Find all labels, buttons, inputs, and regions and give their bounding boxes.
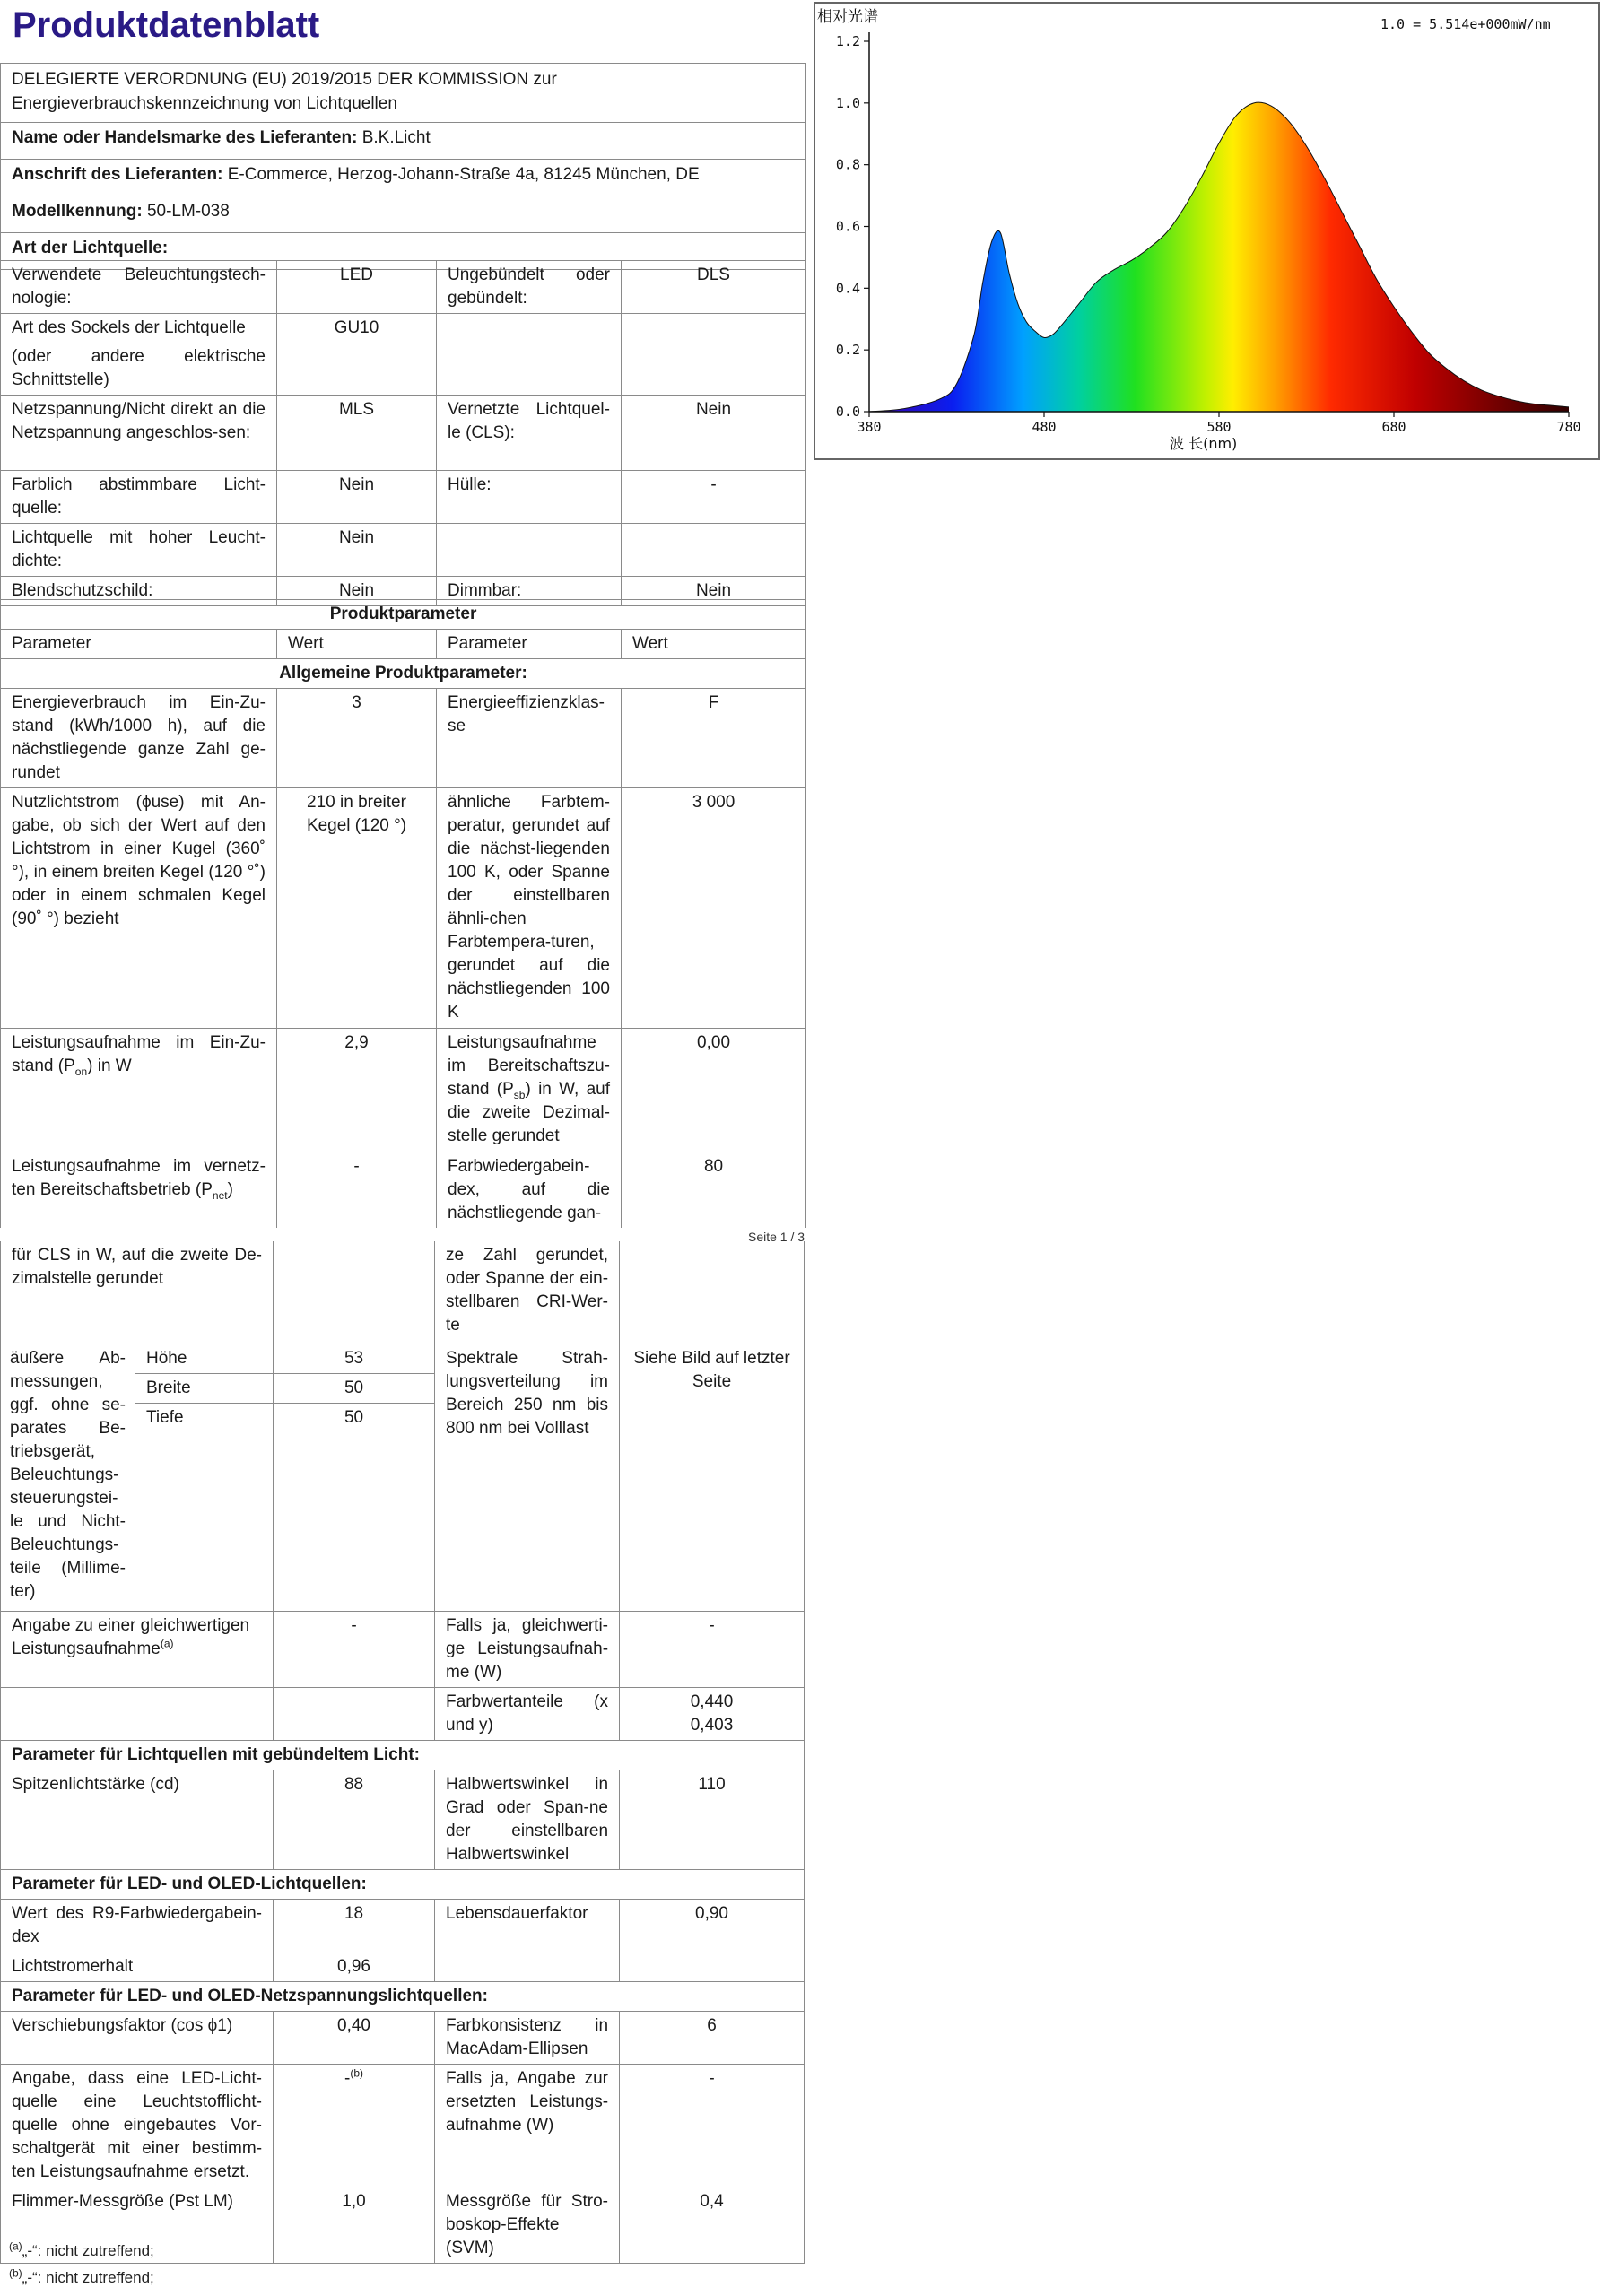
param-value <box>274 1687 435 1740</box>
param-value: 0,96 <box>274 1952 435 1981</box>
type-value: DLS <box>622 261 806 314</box>
params-heading: Produktparameter <box>1 600 806 630</box>
param-label: Verschiebungsfaktor (cos ϕ1) <box>1 2011 274 2064</box>
dim-key: Tiefe <box>135 1403 274 1611</box>
param-label <box>1 1611 274 1687</box>
type-label: Verwendete Beleuchtungstech-nologie: <box>1 261 277 314</box>
param-label: Farbkonsistenz in MacAdam-Ellipsen <box>435 2011 620 2064</box>
pnet-label-end: ) <box>227 1180 233 1199</box>
light-source-type-table <box>0 260 806 606</box>
y-tick-label: 1.0 <box>835 94 860 111</box>
param-label: Lichtstromerhalt <box>1 1952 274 1981</box>
type-label <box>437 524 622 577</box>
param-value: 1,0 <box>274 2187 435 2263</box>
spectrum-chart <box>814 2 1600 460</box>
param-label: ähnliche Farbtem-peratur, gerundet auf die nächst-liegenden 100 K, oder Spanne der einstellbaren ähnli-chen Farbtempera-turen, gerundet auf die nächstliegenden 100 K <box>437 788 622 1029</box>
col-param: Parameter <box>1 630 277 659</box>
model-label: Modellkennung: <box>12 202 143 221</box>
type-value: - <box>622 471 806 524</box>
xy-x: 0,440 <box>690 1692 734 1711</box>
footnote-a-text: „-“: nicht zutreffend; <box>22 2242 154 2259</box>
param-label: Angabe, dass eine LED-Licht-quelle eine Leuchtstofflicht-quelle ohne eingebautes Vor-schaltgerät mit einer bestimm-ten Leistungsaufnahme ersetzt. <box>1 2064 274 2187</box>
dim-value: 50 <box>274 1403 435 1611</box>
param-label: Flimmer-Messgröße (Pst LM) <box>1 2187 274 2263</box>
repl-sup: (b) <box>350 2066 364 2080</box>
param-value: - <box>277 1152 437 1229</box>
address-row <box>1 160 806 196</box>
pon-label-end: ) in W <box>87 1057 132 1075</box>
pon-label: Leistungsaufnahme im Ein-Zu-stand (P <box>12 1033 266 1075</box>
supplier-name-label: Name oder Handelsmarke des Lieferanten: <box>12 128 358 147</box>
type-value: LED <box>277 261 437 314</box>
header-table <box>0 63 806 270</box>
param-value: Siehe Bild auf letzter Seite <box>620 1344 805 1611</box>
supplier-name-row <box>1 123 806 160</box>
led-heading: Parameter für LED- und OLED-Lichtquellen: <box>1 1869 805 1899</box>
param-value <box>274 1241 435 1344</box>
type-label: Vernetzte Lichtquel-le (CLS): <box>437 396 622 471</box>
param-value: 0,40 <box>274 2011 435 2064</box>
type-label: Farblich abstimmbare Licht-quelle: <box>1 471 277 524</box>
param-label: Nutzlichtstrom (ϕuse) mit An-gabe, ob sich der Wert auf den Lichtstrom in einer Kugel (360˚ °), in einem breiten Kegel (120 °˚) oder in einem schmalen Kegel (90˚ °) bezieht <box>1 788 277 1029</box>
type-value: Nein <box>622 396 806 471</box>
col-value: Wert <box>622 630 806 659</box>
param-value: - <box>620 2064 805 2187</box>
pnet-label: Leistungsaufnahme im vernetz-ten Bereitschaftsbetrieb (P <box>12 1157 266 1199</box>
footnote-a-sup: (a) <box>9 2239 22 2253</box>
dim-key: Breite <box>135 1373 274 1403</box>
type-label: Blendschutzschild: <box>1 577 277 606</box>
x-axis-label: 波 长(nm) <box>1170 435 1238 452</box>
repl-value: - <box>344 2068 351 2088</box>
type-value: GU10 <box>277 314 437 396</box>
plot-area <box>836 32 1581 435</box>
param-label: Spektrale Strah-lungsverteilung im Bereich 250 nm bis 800 nm bei Volllast <box>435 1344 620 1611</box>
type-value <box>622 524 806 577</box>
psb-label-end: ) in W, auf die zweite Dezimal-stelle gerundet <box>448 1080 610 1145</box>
param-value: 88 <box>274 1770 435 1869</box>
chart-title: 相对光谱 <box>817 8 878 26</box>
dimensions-label: äußere Ab-messungen, ggf. ohne se-parates Be-triebsgerät, Beleuchtungs-steuerungstei-le und Nicht-Beleuchtungs-teile (Millime-ter) <box>1 1344 135 1611</box>
regulation-text: DELEGIERTE VERORDNUNG (EU) 2019/2015 DER KOMMISSION zur Energieverbrauchskennzeichnung von Lichtquellen <box>1 64 806 123</box>
type-value <box>622 314 806 396</box>
param-value <box>274 2064 435 2187</box>
param-value: 3 000 <box>622 788 806 1029</box>
socket-label: Art des Sockels der Lichtquelle <box>12 318 246 337</box>
param-label: Energieverbrauch im Ein-Zu-stand (kWh/1000 h), auf die nächstliegende ganze Zahl ge-rundet <box>1 689 277 788</box>
param-label: Farbwiedergabein-dex, auf die nächstliegende gan- <box>437 1152 622 1229</box>
parameters-table-continued <box>0 1241 805 2264</box>
x-tick-label: 580 <box>1206 419 1232 435</box>
general-heading: Allgemeine Produktparameter: <box>1 659 806 689</box>
y-tick-label: 0.6 <box>835 218 860 235</box>
dim-value: 53 <box>274 1344 435 1373</box>
param-value: - <box>620 1611 805 1687</box>
pon-sub: on <box>74 1065 88 1078</box>
param-value: 0,4 <box>620 2187 805 2263</box>
directional-heading: Parameter für Lichtquellen mit gebündeltem Licht: <box>1 1740 805 1770</box>
type-label: Ungebündelt oder gebündelt: <box>437 261 622 314</box>
x-tick-label: 480 <box>1032 419 1057 435</box>
type-label <box>1 314 277 396</box>
param-value: 2,9 <box>277 1029 437 1152</box>
param-label: Messgröße für Stro-boskop-Effekte (SVM) <box>435 2187 620 2263</box>
type-label: Lichtquelle mit hoher Leucht-dichte: <box>1 524 277 577</box>
type-value: Nein <box>277 524 437 577</box>
socket-label-extra: (oder andere elektrische Schnittstelle) <box>12 347 266 389</box>
mains-heading: Parameter für LED- und OLED-Netzspannungslichtquellen: <box>1 1981 805 2011</box>
param-value: 0,00 <box>622 1029 806 1152</box>
param-label <box>1 1029 277 1152</box>
spectrum-area <box>869 102 1569 412</box>
type-value: Nein <box>622 577 806 606</box>
param-label <box>1 1152 277 1229</box>
type-label: Dimmbar: <box>437 577 622 606</box>
y-tick-label: 0.4 <box>835 280 860 297</box>
type-label: Netzspannung/Nicht direkt an die Netzspannung angeschlos-sen: <box>1 396 277 471</box>
footnote-a <box>9 2239 154 2260</box>
page-title: Produktdatenblatt <box>13 5 320 45</box>
psb-label: Leistungsaufnahme im Bereitschaftszu-stand (P <box>448 1033 610 1099</box>
param-label: Lebensdauerfaktor <box>435 1899 620 1952</box>
x-tick-label: 780 <box>1556 419 1581 435</box>
type-label <box>437 314 622 396</box>
param-label: Halbwertswinkel in Grad oder Span-ne der einstellbaren Halbwertswinkel <box>435 1770 620 1869</box>
footnote-b-text: „-“: nicht zutreffend; <box>22 2269 154 2286</box>
dim-key: Höhe <box>135 1344 274 1373</box>
y-tick-label: 1.2 <box>835 33 860 49</box>
param-value: 0,90 <box>620 1899 805 1952</box>
dim-value: 50 <box>274 1373 435 1403</box>
col-value: Wert <box>277 630 437 659</box>
param-label <box>1 1687 274 1740</box>
param-value: 18 <box>274 1899 435 1952</box>
y-tick-label: 0.2 <box>835 342 860 359</box>
param-label: Energieeffizienzklas-se <box>437 689 622 788</box>
type-label: Hülle: <box>437 471 622 524</box>
param-label: Wert des R9-Farbwiedergabein-dex <box>1 1899 274 1952</box>
param-label: Falls ja, Angabe zur ersetzten Leistungs-aufnahme (W) <box>435 2064 620 2187</box>
param-value: 110 <box>620 1770 805 1869</box>
pnet-sub: net <box>212 1188 228 1202</box>
param-value: F <box>622 689 806 788</box>
param-value: 210 in breiter Kegel (120 °) <box>277 788 437 1029</box>
footnote-b <box>9 2266 154 2287</box>
type-value: Nein <box>277 471 437 524</box>
y-tick-label: 0.8 <box>835 156 860 173</box>
param-label <box>435 1952 620 1981</box>
xy-y: 0,403 <box>690 1715 734 1735</box>
param-value: 6 <box>620 2011 805 2064</box>
y-tick-label: 0.0 <box>835 404 860 420</box>
supplier-name: B.K.Licht <box>361 128 431 147</box>
type-value: Nein <box>277 577 437 606</box>
type-heading: Art der Lichtquelle: <box>1 233 806 270</box>
param-value <box>620 1241 805 1344</box>
model-row <box>1 196 806 233</box>
param-label <box>437 1029 622 1152</box>
psb-sub: sb <box>513 1088 526 1101</box>
param-value: 3 <box>277 689 437 788</box>
address-label: Anschrift des Lieferanten: <box>12 165 223 184</box>
eqp-sup: (a) <box>160 1637 174 1650</box>
param-label: Falls ja, gleichwerti-ge Leistungsaufnah-me (W) <box>435 1611 620 1687</box>
param-label: Spitzenlichtstärke (cd) <box>1 1770 274 1869</box>
eqp-label: Angabe zu einer gleichwertigen Leistungsaufnahme <box>12 1615 250 1658</box>
product-parameters-table <box>0 599 806 1228</box>
x-tick-label: 680 <box>1381 419 1406 435</box>
footnote-b-sup: (b) <box>9 2266 22 2280</box>
param-label: Farbwertanteile (x und y) <box>435 1687 620 1740</box>
param-value: 80 <box>622 1152 806 1229</box>
x-tick-label: 380 <box>857 419 882 435</box>
param-label: ze Zahl gerundet, oder Spanne der ein-stellbaren CRI-Wer-te <box>435 1241 620 1344</box>
param-value: - <box>274 1611 435 1687</box>
param-label: für CLS in W, auf die zweite De-zimalstelle gerundet <box>1 1241 274 1344</box>
type-value: MLS <box>277 396 437 471</box>
spectrum-svg <box>815 4 1598 458</box>
col-param: Parameter <box>437 630 622 659</box>
page-number: Seite 1 / 3 <box>748 1230 805 1244</box>
param-value <box>620 1952 805 1981</box>
param-value <box>620 1687 805 1740</box>
model-id: 50-LM-038 <box>146 202 230 221</box>
chart-scale-note: 1.0 = 5.514e+000mW/nm <box>1380 16 1551 32</box>
address: E-Commerce, Herzog-Johann-Straße 4a, 81245 München, DE <box>227 165 700 184</box>
